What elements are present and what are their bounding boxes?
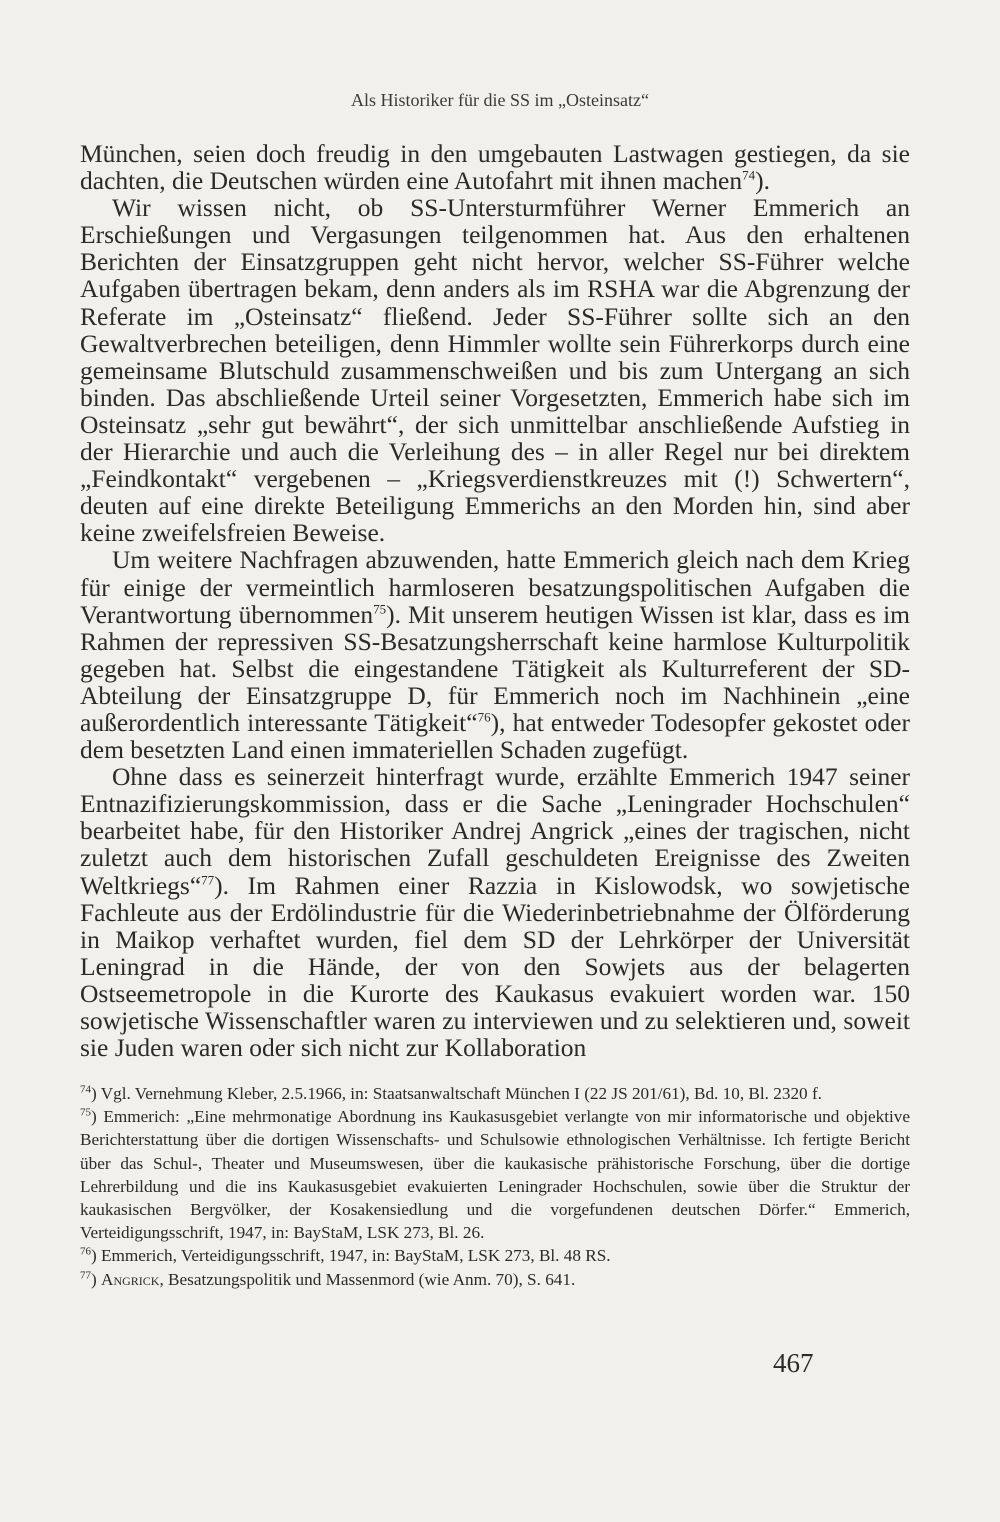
footnote-76: $^{76}$) Emmerich, Verteidigungsschrift, 1947, in: BayStaM, LSK 273, Bl. 48 RS.	[80, 1245, 611, 1266]
footnote-ref: 74	[742, 167, 756, 183]
body-text	[80, 140, 910, 1061]
footnote-ref: 75	[373, 601, 387, 617]
footnote-77: $^{77}$) Angrick, Besatzungspolitik und Massenmord (wie Anm. 70), S. 641.	[80, 1268, 576, 1289]
paragraph: Wir wissen nicht, ob SS-Untersturmführer Werner Emmerich an Erschießungen und Vergasungen teilgenommen hat. Aus den erhaltenen Berichten der Einsatzgruppen geht nicht hervor, welcher SS-Führer welche Aufgaben übertragen bekam, denn anders als im RSHA war die Abgrenzung der Referate im „Osteinsatz“ fließend. Jeder SS-Führer sollte sich an den Gewaltverbrechen beteiligen, denn Himmler wollte sein Führerkorps durch eine gemeinsame Blutschuld zusammenschweißen und bis zum Untergang an sich binden. Das abschließende Urteil seiner Vorgesetzten, Emmerich habe sich im Osteinsatz „sehr gut bewährt“, der sich unmittelbar anschließende Aufstieg in der Hierarchie und auch die Verleihung des – in aller Regel nur bei direktem „Feindkontakt“ vergebenen – „Kriegsverdienstkreuzes mit (!) Schwertern“, deuten auf eine direkte Beteiligung Emmerichs an den Morden hin, sind aber keine zweifelsfreien Beweise.	[80, 193, 910, 548]
paragraph: München, seien doch freudig in den umgebauten Lastwagen gestiegen, da sie dachten, die Deutschen würden eine Autofahrt mit ihnen machen$^{74}$).	[80, 139, 910, 196]
footnote-ref: 76	[477, 709, 491, 725]
paragraph: Ohne dass es seinerzeit hinterfragt wurde, erzählte Emmerich 1947 seiner Entnazifizierungskommission, dass er die Sache „Leningrader Hochschulen“ bearbeitet habe, für den Historiker Andrej Angrick „eines der tragischen, nicht zuletzt auch dem historischen Zufall geschuldeten Ereignisse des Zweiten Weltkriegs“$^{77}$). Im Rahmen einer Razzia in Kislowodsk, wo sowjetische Fachleute aus der Erdölindustrie für die Wiederinbetriebnahme der Ölförderung in Maikop verhaftet wurden, fiel dem SD der Lehrkörper der Universität Leningrad in die Hände, der von den Sowjets aus der belagerten Ostseemetropole in die Kurorte des Kaukasus evakuiert worden war. 150 sowjetische Wissenschaftler waren zu interviewen und zu selektieren und, soweit sie Juden waren oder sich nicht zur Kollaboration	[80, 762, 910, 1063]
footnotes	[80, 1082, 910, 1291]
paragraph: Um weitere Nachfragen abzuwenden, hatte Emmerich gleich nach dem Krieg für einige der vermeintlich harmloseren besatzungspolitischen Aufgaben die Verantwortung übernommen$^{75}$). Mit unserem heutigen Wissen ist klar, dass es im Rahmen der repressiven SS-Besatzungsherrschaft keine harmlose Kulturpolitik gegeben hat. Selbst die eingestandene Tätigkeit als Kulturreferent der SD-Abteilung der Einsatzgruppe D, für Emmerich noch im Nachhinein „eine außerordentlich interessante Tätigkeit“$^{76}$), hat entweder Todesopfer gekostet oder dem besetzten Land einen immateriellen Schaden zugefügt.	[80, 545, 911, 765]
author-name: Angrick	[101, 1269, 160, 1289]
footnote-ref: 77	[201, 872, 215, 888]
running-head: Als Historiker für die SS im „Osteinsatz“	[351, 90, 649, 110]
footnote-75: $^{75}$) Emmerich: „Eine mehrmonatige Abordnung ins Kaukasusgebiet verlangte von mir informatorische und objektive Berichterstattung über die dortigen Wissenschafts- und Schulsowie ethnologischen Verhältnisse. Ich fertigte Bericht über das Schul-, Theater und Museumswesen, über die kaukasische prähistorische Forschung, über die dortige Lehrerbildung und die ins Kaukasusgebiet evakuierten Leningrader Hochschulen, sowie über die Struktur der kaukasischen Bergvölker, der Kosakensiedlung und die vorgefundenen deutschen Dörfer.“ Emmerich, Verteidigungsschrift, 1947, in: BayStaM, LSK 273, Bl. 26.	[80, 1106, 910, 1243]
page-number: 467	[773, 1348, 814, 1378]
footnote-74: $^{74}$) Vgl. Vernehmung Kleber, 2.5.1966, in: Staatsanwaltschaft München I (22 JS 201/61), Bd. 10, Bl. 2320 f.	[80, 1083, 822, 1103]
